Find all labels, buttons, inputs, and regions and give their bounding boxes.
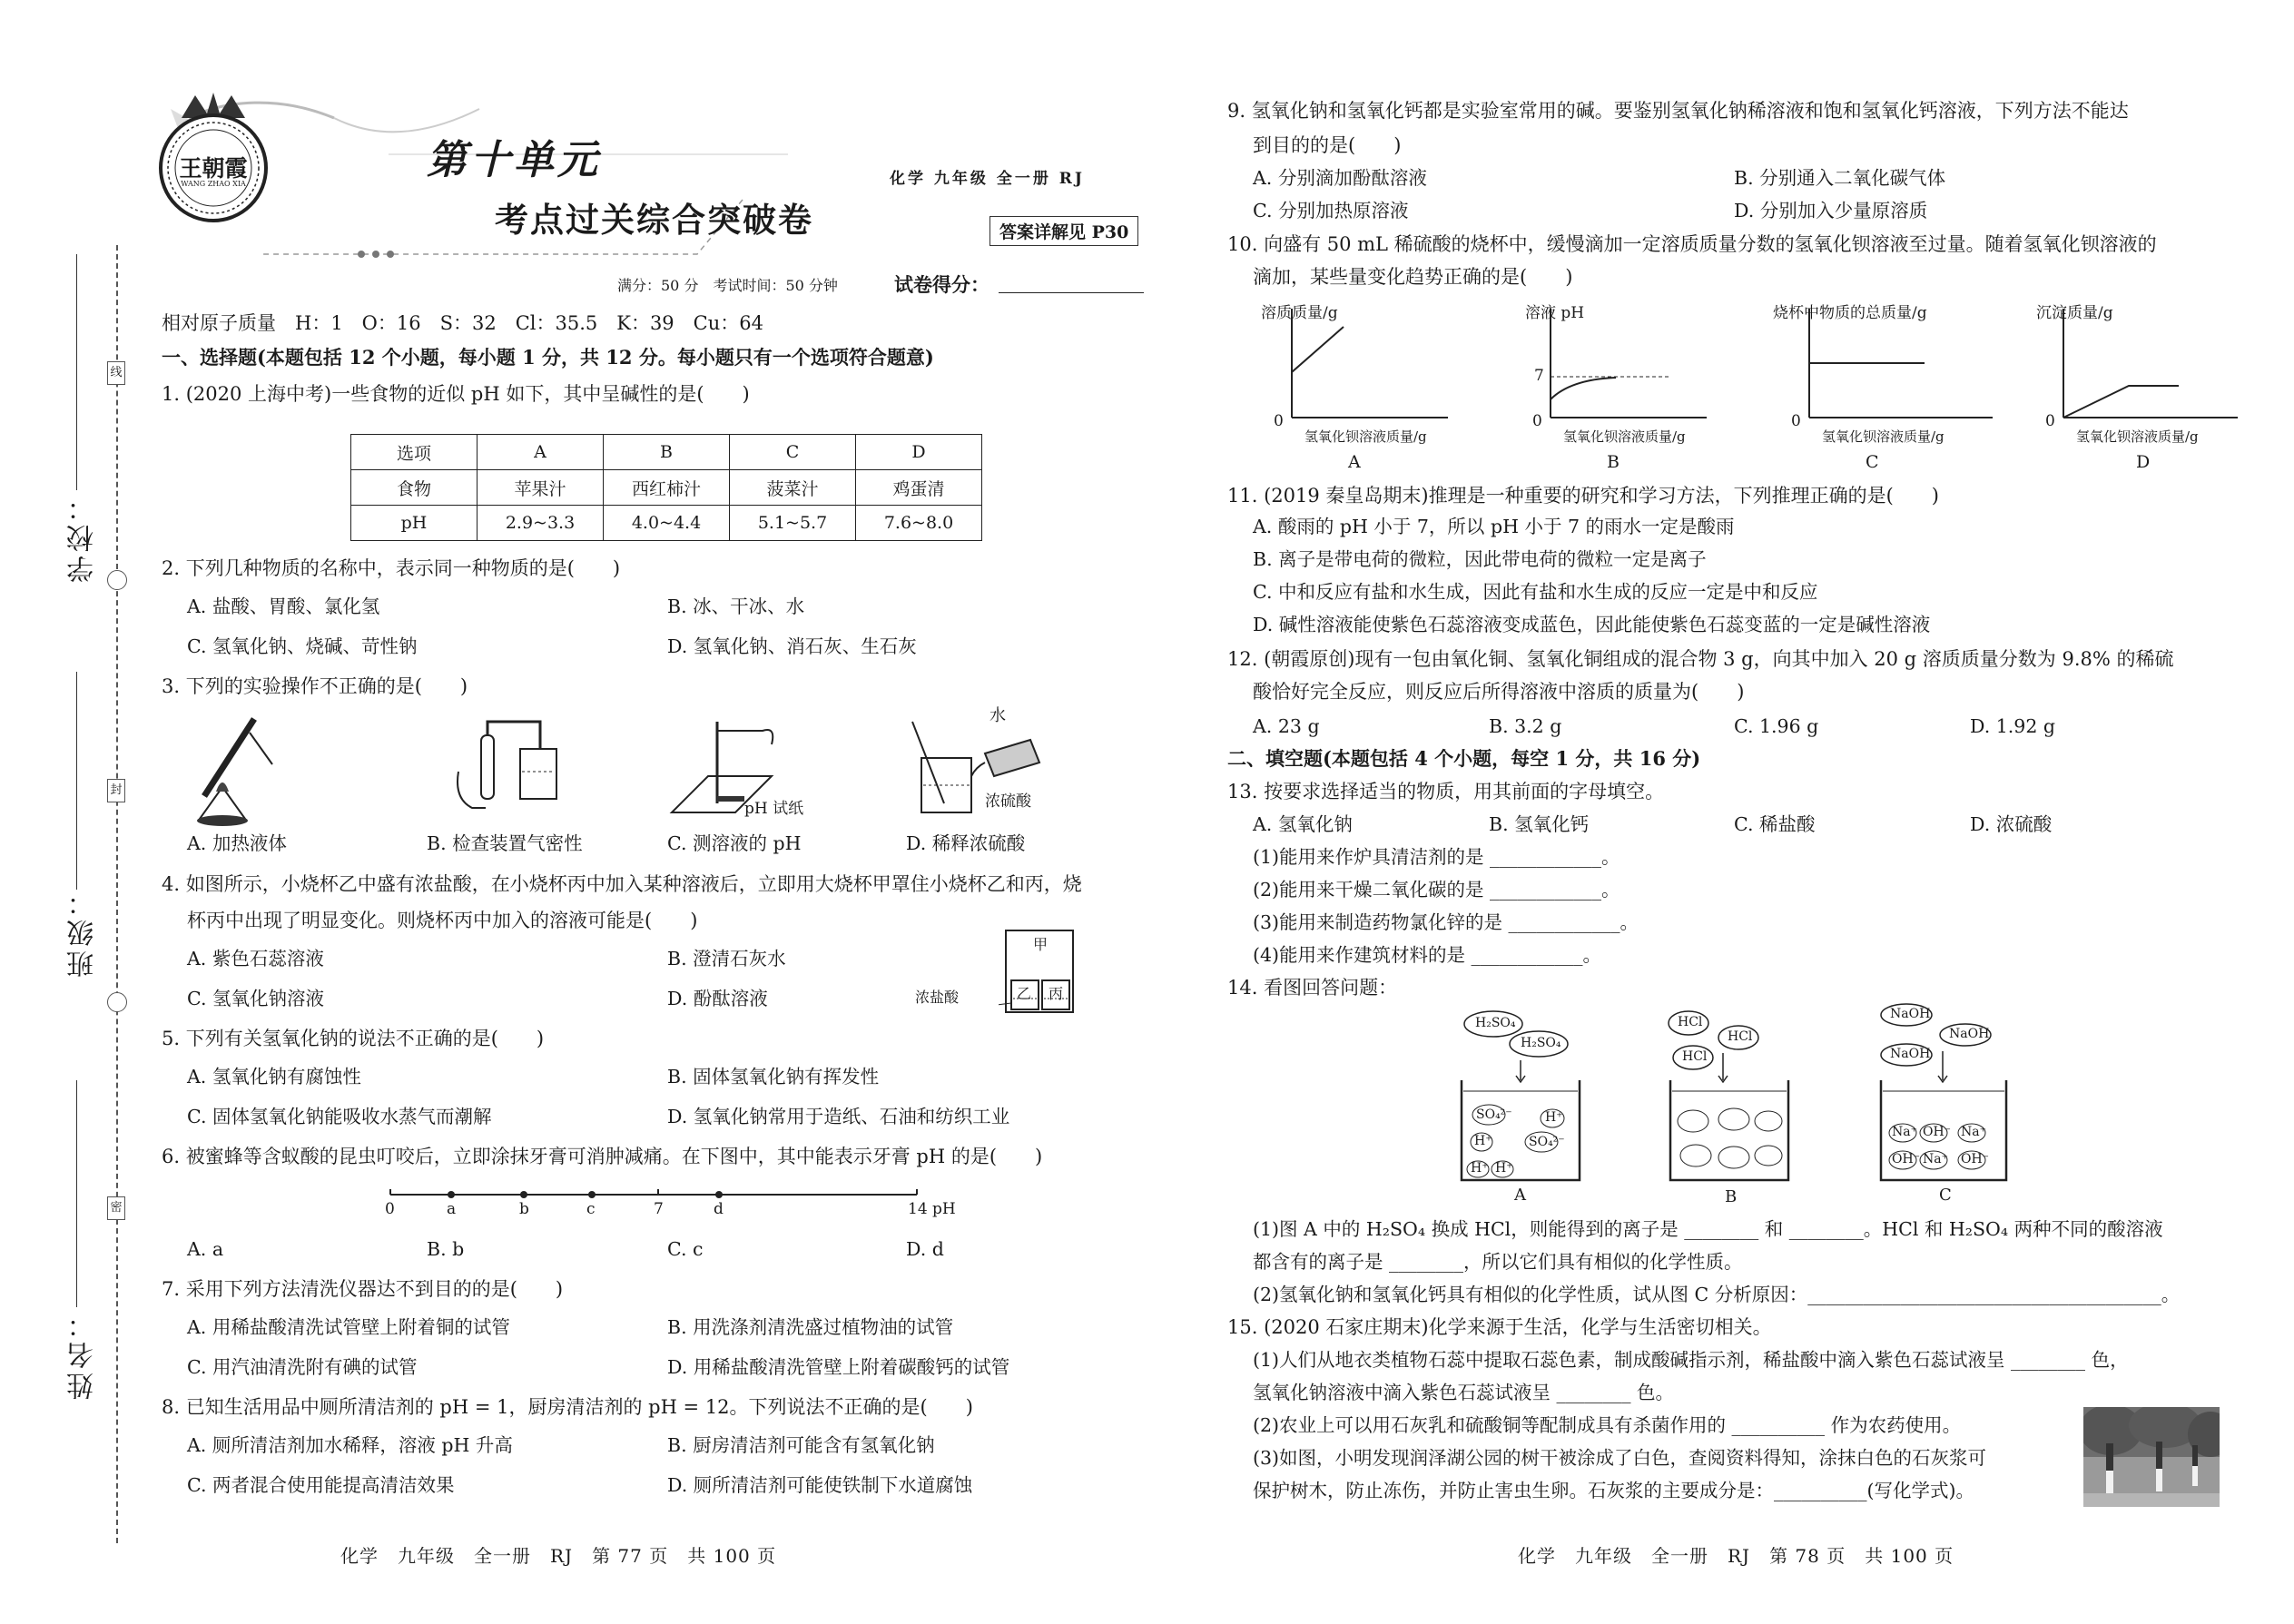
fill-blank[interactable]: (2)农业上可以用石灰乳和硫酸铜等配制成具有杀菌作用的 __________ 作为农药使用。 (1253, 1414, 1962, 1436)
unit-title: 第十单元 (427, 137, 601, 183)
option-a[interactable]: A. 用稀盐酸清洗试管壁上附着铜的试管 (187, 1316, 510, 1338)
option-b: B. 氢氧化钙 (1489, 813, 1590, 835)
exam-info: 满分：50 分 考试时间：50 分钟 (617, 277, 838, 294)
molecule-label: H₂SO₄ (1521, 1036, 1561, 1050)
table-cell: 2.9~3.3 (478, 506, 604, 541)
beaker-b (1661, 1003, 1807, 1207)
answer-reference: 答案详解见 P30 (989, 216, 1138, 246)
option-a[interactable]: A. 氢氧化钠有腐蚀性 (187, 1066, 361, 1088)
table-cell: 5.1~5.7 (730, 506, 856, 541)
option-b[interactable]: B. 检查装置气密性 (427, 832, 583, 854)
option-d[interactable]: D. 碱性溶液能使紫色石蕊溶液变成蓝色，因此能使紫色石蕊变蓝的一定是碱性溶液 (1253, 614, 1931, 635)
ion-label: OH⁻ (1892, 1152, 1921, 1166)
option-b[interactable]: B. 固体氢氧化钠有挥发性 (667, 1066, 880, 1088)
molecule-label: NaOH (1890, 1047, 1931, 1061)
question-stem: 2. 下列几种物质的名称中，表示同一种物质的是( ) (162, 557, 621, 579)
question-stem: 9. 氢氧化钠和氢氧化钙都是实验室常用的碱。要鉴别氢氧化钠稀溶液和饱和氢氧化钙溶液，下列方法不能达 (1227, 100, 2129, 122)
ion-label: OH⁻ (1923, 1125, 1952, 1139)
table-cell: 7.6~8.0 (856, 506, 982, 541)
question-stem: 1. (2020 上海中考)一些食物的近似 pH 如下，其中呈碱性的是( ) (162, 383, 750, 405)
option-label[interactable]: B (1607, 452, 1620, 472)
section-title: 一、选择题(本题包括 12 个小题，每小题 1 分，共 12 分。每小题只有一个选项符合题意) (162, 346, 934, 369)
ion-label: Na⁺ (1892, 1125, 1917, 1139)
axis-tick: 7 (654, 1200, 664, 1218)
table-cell: 选项 (351, 435, 478, 470)
y-tick: 7 (1534, 367, 1544, 385)
table-cell: A (478, 435, 604, 470)
option-c[interactable]: C. 用汽油清洗附有碘的试管 (187, 1356, 418, 1378)
option-d[interactable]: D. 稀释浓硫酸 (906, 832, 1026, 854)
y-axis-label: 溶液 pH (1525, 304, 1585, 322)
atomic-mass: 相对原子质量 H：1 O：16 S：32 Cl：35.5 K：39 Cu：64 (162, 312, 763, 334)
score-field[interactable] (999, 292, 1144, 293)
option-d[interactable]: D. 酚酞溶液 (667, 988, 768, 1009)
binding-hole (107, 992, 127, 1012)
option-a[interactable]: A. 厕所清洁剂加水稀释，溶液 pH 升高 (187, 1434, 513, 1456)
figure-label: A (1514, 1186, 1526, 1205)
question-stem-cont: 杯丙中出现了明显变化。则烧杯丙中加入的溶液可能是( ) (187, 910, 698, 931)
school-label: 学校： (67, 490, 99, 583)
ph-table (350, 434, 982, 541)
option-d[interactable]: D. 厕所清洁剂可能使铁制下水道腐蚀 (667, 1474, 973, 1496)
question-stem: 12. (朝霞原创)现有一包由氧化铜、氢氧化铜组成的混合物 3 g，向其中加入 20 g 溶质质量分数为 9.8% 的稀硫 (1227, 648, 2174, 670)
option-a[interactable]: A. 分别滴加酚酞溶液 (1253, 167, 1427, 189)
seal-mark: 封 (107, 779, 125, 802)
seal-mark: 密 (107, 1196, 125, 1220)
option-label[interactable]: C (1866, 452, 1879, 472)
fill-blank[interactable]: (1)图 A 中的 H₂SO₄ 换成 HCl，则能得到的离子是 ________ 和 ________。HCl 和 H₂SO₄ 两种不同的酸溶液 (1253, 1218, 2163, 1240)
beaker-bing-label: 丙 (1049, 985, 1064, 1002)
origin-label: 0 (1532, 412, 1542, 430)
axis-tick: 14 pH (908, 1200, 956, 1218)
name-label: 姓名： (67, 1307, 99, 1400)
option-label[interactable]: A (1348, 452, 1361, 472)
graph-d (2020, 300, 2265, 472)
option-a[interactable]: A. 23 g (1253, 715, 1320, 737)
fill-blank[interactable]: (3)如图，小明发现润泽湖公园的树干被涂成了白色，查阅资料得知，涂抹白色的石灰浆可 (1253, 1447, 1987, 1469)
fill-blank[interactable]: (2)能用来干燥二氧化碳的是 ____________。 (1253, 879, 1620, 901)
option-b[interactable]: B. b (427, 1238, 465, 1260)
option-c[interactable]: C. 中和反应有盐和水生成，因此有盐和水生成的反应一定是中和反应 (1253, 581, 1818, 603)
question-stem: 4. 如图所示，小烧杯乙中盛有浓盐酸，在小烧杯丙中加入某种溶液后，立即用大烧杯甲罩住小烧杯乙和丙，烧 (162, 873, 1082, 895)
fill-blank[interactable]: 都含有的离子是 ________，所以它们具有相似的化学性质。 (1253, 1251, 1743, 1273)
figure-label: B (1725, 1187, 1738, 1206)
origin-label: 0 (1274, 412, 1284, 430)
acid-label: 浓硫酸 (985, 792, 1031, 811)
beaker-c (1870, 999, 2024, 1207)
option-b[interactable]: B. 厨房清洁剂可能含有氢氧化钠 (667, 1434, 935, 1456)
course-meta: 化学 九年级 全一册 RJ (890, 170, 1085, 188)
x-axis-label: 氢氧化钡溶液质量/g (1563, 428, 1686, 445)
table-cell: 西红柿汁 (604, 470, 730, 506)
class-label: 班级： (67, 885, 99, 978)
graph-a (1248, 300, 1475, 472)
ion-label: H⁺ (1545, 1110, 1563, 1125)
option-a: A. 氢氧化钠 (1253, 813, 1353, 835)
fill-blank[interactable]: (4)能用来作建筑材料的是 ____________。 (1253, 944, 1602, 966)
option-c: C. 稀盐酸 (1734, 813, 1816, 835)
question-stem-cont: 滴加，某些量变化趋势正确的是( ) (1253, 266, 1573, 288)
option-b[interactable]: B. 用洗涤剂清洗盛过植物油的试管 (667, 1316, 954, 1338)
x-axis-label: 氢氧化钡溶液质量/g (1305, 428, 1427, 445)
question-stem-cont: 酸恰好完全反应，则反应后所得溶液中溶质的质量为( ) (1253, 681, 1745, 703)
paper-subtitle: 考点过关综合突破卷 (495, 200, 813, 240)
option-c[interactable]: C. 固体氢氧化钠能吸收水蒸气而潮解 (187, 1106, 492, 1127)
section-title: 二、填空题(本题包括 4 个小题，每空 1 分，共 16 分) (1227, 747, 1701, 770)
ion-label: H⁺ (1495, 1161, 1513, 1176)
logo-text: 王朝霞 (179, 155, 248, 182)
school-field[interactable] (76, 254, 77, 490)
table-cell: 鸡蛋清 (856, 470, 982, 506)
fill-blank[interactable]: 保护树木，防止冻伤，并防止害虫生卵。石灰浆的主要成分是：__________(写化学式)。 (1253, 1480, 1974, 1501)
option-d[interactable]: D. 氢氧化钠常用于造纸、石油和纺织工业 (667, 1106, 1010, 1127)
option-a[interactable]: A. a (187, 1238, 224, 1260)
fill-blank[interactable]: (3)能用来制造药物氯化锌的是 ____________。 (1253, 911, 1639, 933)
option-d[interactable]: D. 用稀盐酸清洗管壁上附着碳酸钙的试管 (667, 1356, 1010, 1378)
ion-label: H⁺ (1474, 1134, 1492, 1148)
graph-c (1766, 300, 2029, 472)
axis-tick: 0 (385, 1200, 395, 1218)
table-cell: 4.0~4.4 (604, 506, 730, 541)
option-b[interactable]: B. 冰、干冰、水 (667, 595, 805, 617)
table-cell: C (730, 435, 856, 470)
axis-tick: a (447, 1200, 457, 1218)
fill-blank[interactable]: (1)能用来作炉具清洁剂的是 ____________。 (1253, 846, 1620, 868)
question-stem: 11. (2019 秦皇岛期末)推理是一种重要的研究和学习方法，下列推理正确的是( ) (1227, 485, 1939, 507)
binding-hole (107, 570, 127, 590)
heating-liquid-figure (182, 710, 281, 828)
logo-subtitle: WANG ZHAO XIA (181, 180, 246, 188)
option-a[interactable]: A. 紫色石蕊溶液 (187, 948, 324, 969)
option-d[interactable]: D. 1.92 g (1970, 715, 2056, 737)
x-axis-label: 氢氧化钡溶液质量/g (2076, 428, 2199, 445)
option-c[interactable]: C. c (667, 1238, 704, 1260)
question-stem-cont: 到目的的是( ) (1253, 134, 1402, 156)
origin-label: 0 (2045, 412, 2055, 430)
option-d: D. 浓硫酸 (1970, 813, 2053, 835)
table-cell: D (856, 435, 982, 470)
x-axis-label: 氢氧化钡溶液质量/g (1822, 428, 1944, 445)
option-c[interactable]: C. 两者混合使用能提高清洁效果 (187, 1474, 455, 1496)
question-stem: 6. 被蜜蜂等含蚁酸的昆虫叮咬后，立即涂抹牙膏可消肿减痛。在下图中，其中能表示牙膏 pH 的是( ) (162, 1146, 1043, 1167)
ion-label: Na⁺ (1961, 1125, 1986, 1139)
axis-tick: d (714, 1200, 724, 1218)
option-a[interactable]: A. 酸雨的 pH 小于 7，所以 pH 小于 7 的雨水一定是酸雨 (1253, 516, 1735, 537)
ion-label: SO₄²⁻ (1529, 1135, 1565, 1149)
option-c[interactable]: C. 测溶液的 pH (667, 832, 802, 854)
option-a[interactable]: A. 加热液体 (187, 832, 287, 854)
option-d[interactable]: D. 分别加入少量原溶质 (1734, 200, 1928, 221)
hcl-label: 浓盐酸 (915, 989, 960, 1006)
beaker-a (1452, 1008, 1598, 1207)
option-c[interactable]: C. 氢氧化钠、烧碱、苛性钠 (187, 635, 418, 657)
option-b[interactable]: B. 澄清石灰水 (667, 948, 786, 969)
ion-label: Na⁺ (1923, 1152, 1948, 1166)
question-stem: 7. 采用下列方法清洗仪器达不到目的的是( ) (162, 1278, 564, 1300)
page-footer: 化学 九年级 全一册 RJ 第 77 页 共 100 页 (340, 1545, 777, 1567)
fill-blank[interactable]: 氢氧化钠溶液中滴入紫色石蕊试液呈 ________ 色。 (1253, 1382, 1675, 1403)
beaker-jia-label: 甲 (1033, 936, 1049, 953)
origin-label: 0 (1791, 412, 1801, 430)
option-b[interactable]: B. 分别通入二氧化碳气体 (1734, 167, 1946, 189)
table-cell: 食物 (351, 470, 478, 506)
y-axis-label: 烧杯中物质的总质量/g (1773, 304, 1927, 322)
ion-label: H⁺ (1471, 1161, 1489, 1176)
molecule-label: HCl (1728, 1029, 1753, 1044)
ion-label: SO₄²⁻ (1476, 1107, 1512, 1122)
ion-label: OH⁻ (1961, 1152, 1990, 1166)
question-stem: 3. 下列的实验操作不正确的是( ) (162, 675, 468, 697)
option-b[interactable]: B. 离子是带电荷的微粒，因此带电荷的微粒一定是离子 (1253, 548, 1707, 570)
option-a[interactable]: A. 盐酸、胃酸、氯化氢 (187, 595, 380, 617)
cut-line (116, 245, 118, 1543)
molecule-label: HCl (1682, 1049, 1708, 1064)
option-c[interactable]: C. 1.96 g (1734, 715, 1819, 737)
table-cell: B (604, 435, 730, 470)
beaker-yi-label: 乙 (1017, 985, 1032, 1002)
tree-photo (2083, 1407, 2220, 1507)
page-footer: 化学 九年级 全一册 RJ 第 78 页 共 100 页 (1518, 1545, 1954, 1567)
airtightness-figure (449, 717, 558, 826)
class-field[interactable] (76, 672, 77, 890)
y-axis-label: 溶质质量/g (1261, 304, 1338, 322)
molecule-label: HCl (1678, 1015, 1703, 1029)
question-stem: 10. 向盛有 50 mL 稀硫酸的烧杯中，缓慢滴加一定溶质质量分数的氢氧化钡溶液至过量。随着氢氧化钡溶液的 (1227, 233, 2157, 255)
table-cell: pH (351, 506, 478, 541)
option-c[interactable]: C. 氢氧化钠溶液 (187, 988, 324, 1009)
logo (154, 91, 272, 222)
axis-tick: c (586, 1200, 596, 1218)
question-stem: 14. 看图回答问题： (1227, 977, 1398, 999)
score-label: 试卷得分： (894, 273, 989, 296)
question-stem: 8. 已知生活用品中厕所清洁剂的 pH = 1，厨房清洁剂的 pH = 12。下列说法不正确的是( ) (162, 1396, 973, 1418)
molecule-label: H₂SO₄ (1475, 1016, 1516, 1030)
seal-mark: 线 (107, 361, 125, 385)
y-axis-label: 沉淀质量/g (2036, 304, 2113, 322)
option-b[interactable]: B. 3.2 g (1489, 715, 1562, 737)
option-d[interactable]: D. 氢氧化钠、消石灰、生石灰 (667, 635, 917, 657)
name-field[interactable] (76, 1080, 77, 1307)
axis-tick: b (519, 1200, 529, 1218)
ph-paper-label: pH 试纸 (744, 800, 804, 818)
molecule-label: NaOH (1890, 1007, 1931, 1021)
question-stem: 13. 按要求选择适当的物质，用其前面的字母填空。 (1227, 781, 1665, 802)
table-cell: 菠菜汁 (730, 470, 856, 506)
graph-b (1507, 300, 1734, 472)
option-d[interactable]: D. d (906, 1238, 944, 1260)
molecule-label: NaOH (1949, 1027, 1990, 1041)
question-stem: 15. (2020 石家庄期末)化学来源于生活，化学与生活密切相关。 (1227, 1316, 1772, 1338)
option-label[interactable]: D (2136, 452, 2151, 472)
figure-label: C (1939, 1186, 1952, 1205)
fill-blank[interactable]: (2)氢氧化钠和氢氧化钙具有相似的化学性质，试从图 C 分析原因：______________________________________。 (1253, 1284, 2181, 1305)
water-label: 水 (989, 706, 1006, 725)
fill-blank[interactable]: (1)人们从地衣类植物石蕊中提取石蕊色素，制成酸碱指示剂，稀盐酸中滴入紫色石蕊试液呈 ________ 色， (1253, 1349, 2129, 1371)
option-c[interactable]: C. 分别加热原溶液 (1253, 200, 1409, 221)
question-stem: 5. 下列有关氢氧化钠的说法不正确的是( ) (162, 1028, 545, 1049)
table-cell: 苹果汁 (478, 470, 604, 506)
